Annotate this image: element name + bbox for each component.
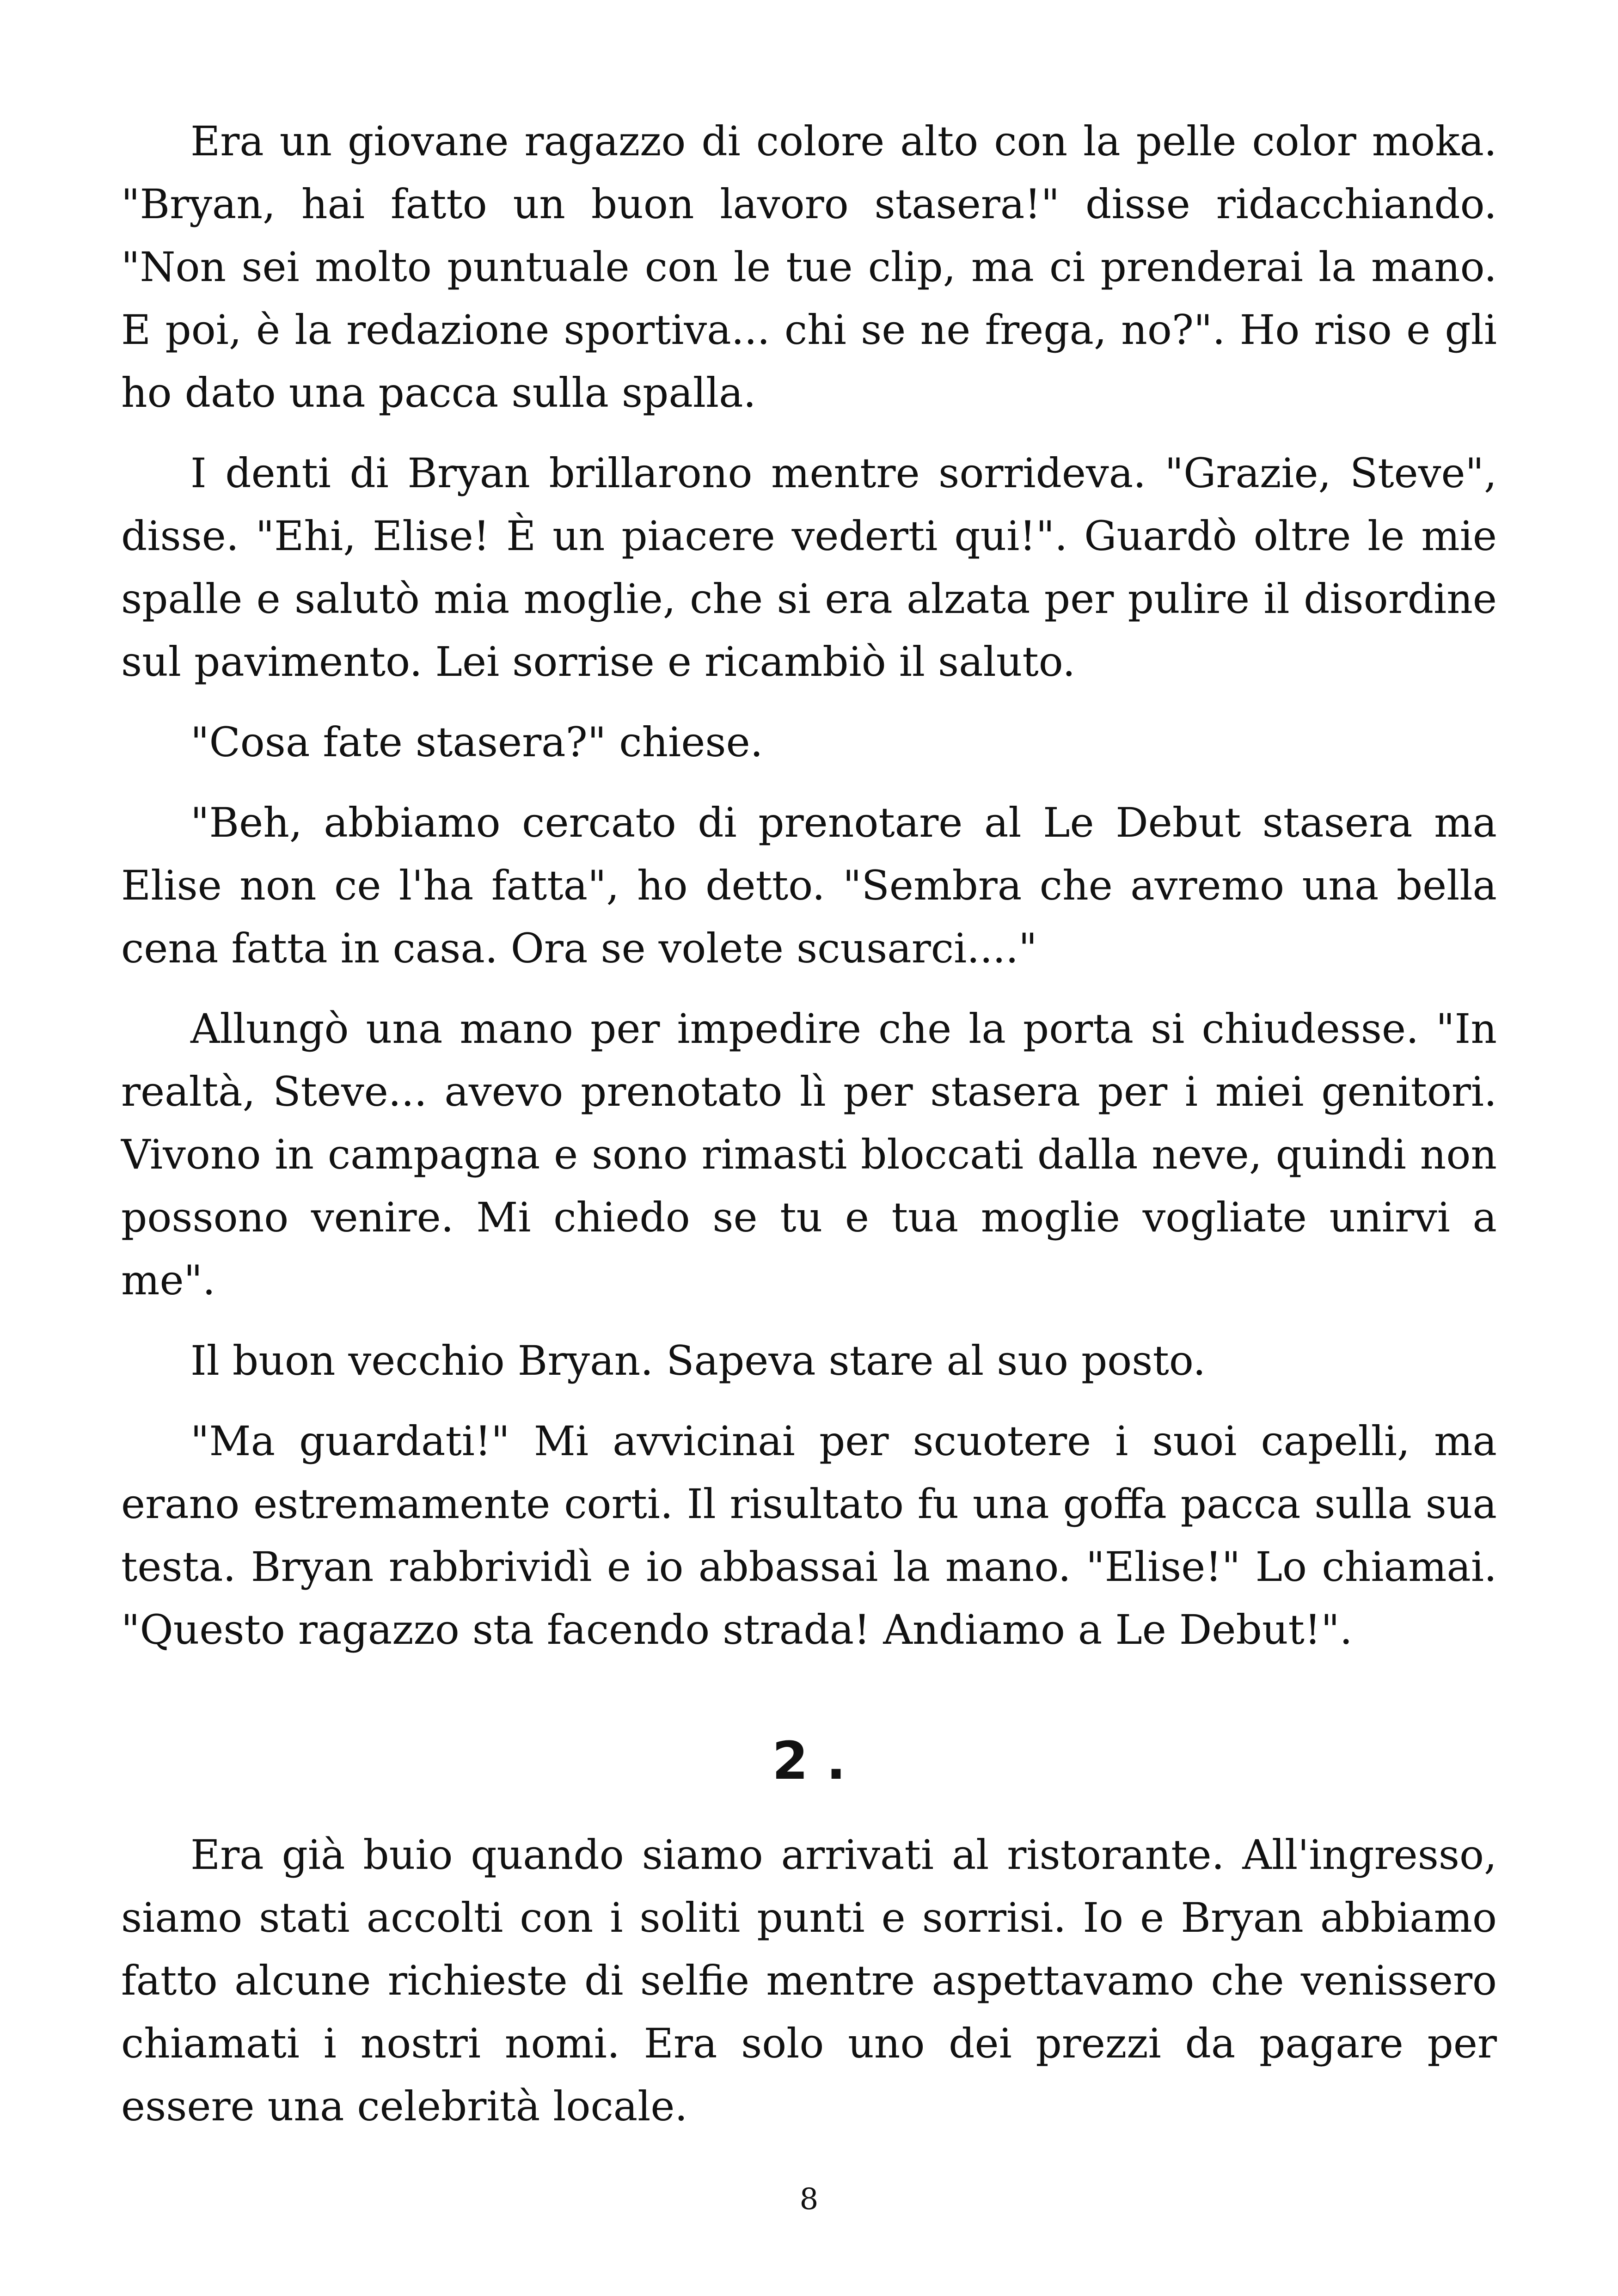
text-block-top: [121, 110, 1497, 1661]
paragraph: Era un giovane ragazzo di colore alto con la pelle color moka. "Bryan, hai fatto un buon lavoro stasera!" disse ridacchiando. "Non sei molto puntuale con le tue clip, ma ci prenderai la mano. E poi, è la redazione sportiva... chi se ne frega, no?". Ho riso e gli ho dato una pacca sulla spalla.: [121, 117, 1497, 416]
paragraph: Allungò una mano per impedire che la porta si chiudesse. "In realtà, Steve... avevo prenotato lì per stasera per i miei genitori. Vivono in campagna e sono rimasti bloccati dalla neve, quindi non possono venire. Mi chiedo se tu e tua moglie vogliate unirvi a me".: [121, 1005, 1497, 1304]
paragraph: I denti di Bryan brillarono mentre sorrideva. "Grazie, Steve", disse. "Ehi, Elise! È un piacere vederti qui!". Guardò oltre le mie spalle e salutò mia moglie, che si era alzata per pulire il disordine sul pavimento. Lei sorrise e ricambiò il saluto.: [121, 449, 1497, 686]
paragraph: Era già buio quando siamo arrivati al ristorante. All'ingresso, siamo stati accolti con i soliti punti e sorrisi. Io e Bryan abbiamo fatto alcune richieste di selfie mentre aspettavamo che venissero chiamati i nostri nomi. Era solo uno dei prezzi da pagare per essere una celebrità locale.: [121, 1831, 1497, 2130]
paragraph: "Cosa fate stasera?" chiese.: [190, 718, 763, 766]
paragraph: "Beh, abbiamo cercato di prenotare al Le Debut stasera ma Elise non ce l'ha fatta", ho detto. "Sembra che avremo una bella cena fatta in casa. Ora se volete scusarci....": [121, 799, 1497, 972]
text-block-bottom: [121, 1824, 1497, 2138]
paragraph: Il buon vecchio Bryan. Sapeva stare al suo posto.: [190, 1337, 1206, 1384]
page-number: 8: [799, 2182, 819, 2216]
chapter-heading: 2 .: [772, 1731, 846, 1791]
paragraph: "Ma guardati!" Mi avvicinai per scuotere i suoi capelli, ma erano estremamente corti. Il risultato fu una goffa pacca sulla sua testa. Bryan rabbrividì e io abbassai la mano. "Elise!" Lo chiamai. "Questo ragazzo sta facendo strada! Andiamo a Le Debut!".: [121, 1417, 1497, 1653]
